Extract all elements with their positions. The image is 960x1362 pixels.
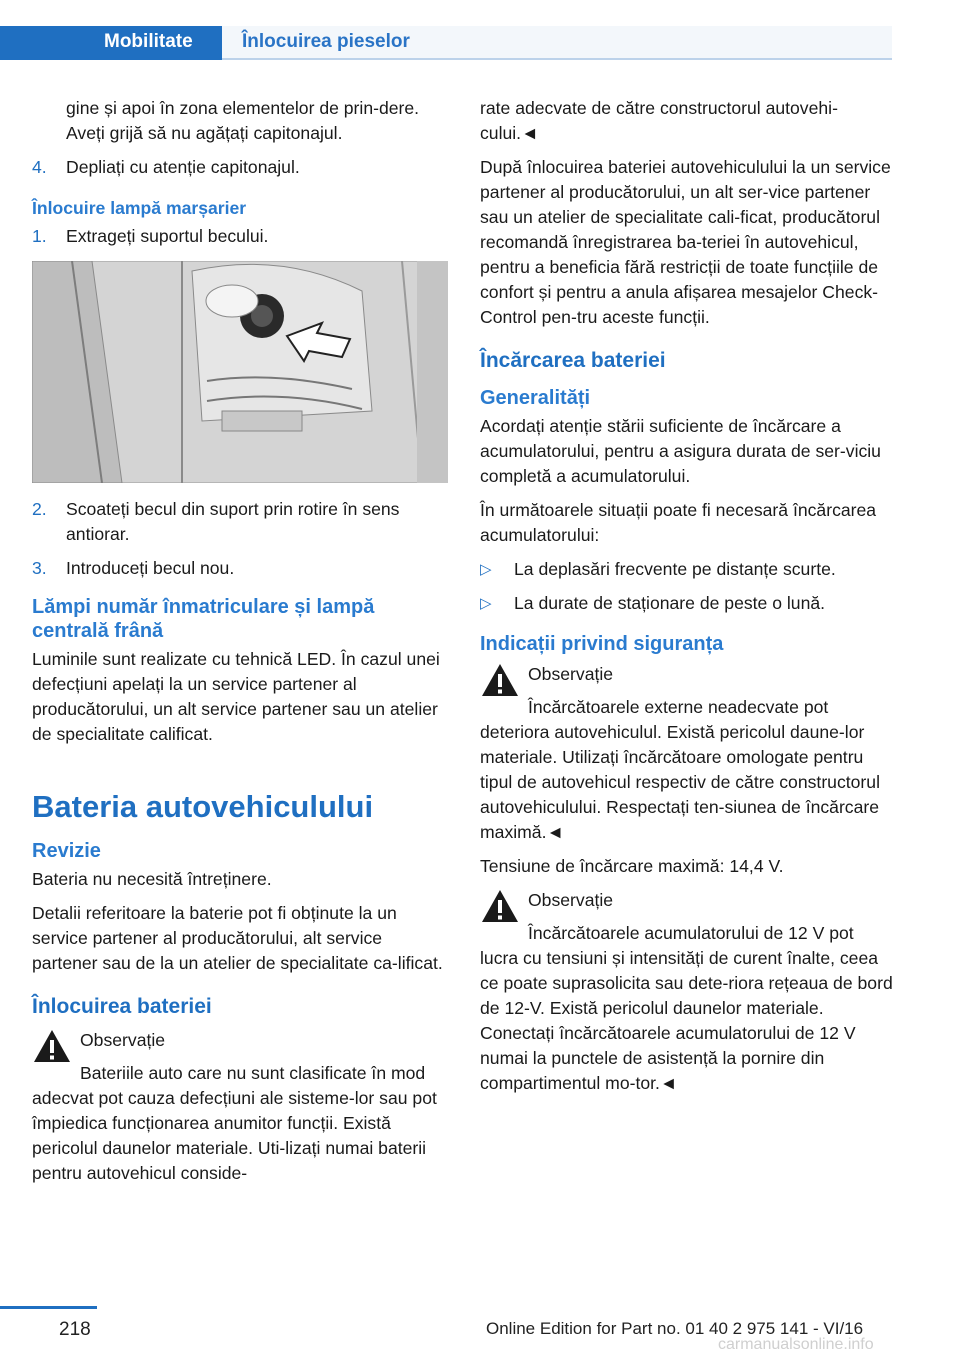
list-item — [480, 557, 896, 582]
max-voltage-paragraph: Tensiune de încărcare maximă: 14,4 V. — [480, 856, 784, 876]
tab-mobilitate[interactable]: Mobilitate — [0, 26, 222, 60]
situations-paragraph: În următoarele situații poate fi necesară încărcarea acumulatorului: — [480, 500, 877, 545]
heading-plate-lamps: Lămpi număr înmatriculare și lampă centrală frână — [32, 596, 375, 642]
step-text: Extrageți suportul becului. — [66, 226, 269, 246]
heading-battery-charging: Încărcarea bateriei — [480, 349, 666, 372]
plate-paragraph: Luminile sunt realizate cu tehnică LED. În cazul unei defecțiuni apelați la un service partener al producătorului, un alt service partener sau un atelier de specialitate calificat. — [32, 649, 440, 744]
edition-text: Online Edition for Part no. 01 40 2 975 141 - VI/16 — [486, 1319, 864, 1338]
bullet-marker: ▷ — [480, 595, 492, 612]
heading-safety: Indicații privind siguranța — [480, 633, 724, 655]
warning-triangle-icon — [32, 1028, 72, 1064]
right-column — [480, 96, 896, 1105]
warning-text: Încărcătoarele externe neadecvate pot deteriora autovehiculul. Există pericolul daune-lor materiale. Utilizați încărcătoare omologate pentru tipul de autovehicul respectiv de către constructorul autovehiculului. Respectați ten-siunea de încărcare maximă.◄ — [480, 697, 880, 842]
intro-paragraph: gine și apoi în zona elementelor de prin-dere. Aveți grijă să nu agățați capitonajul. — [66, 98, 420, 143]
step-item — [32, 497, 448, 547]
warning-block — [32, 1028, 448, 1186]
step-number: 2. — [32, 499, 47, 519]
page-number: 218 — [59, 1319, 91, 1340]
list-item-text: La durate de staționare de peste o lună. — [514, 593, 826, 613]
warning-block — [480, 662, 896, 845]
warning-triangle-icon — [480, 888, 520, 924]
list-item-text: La deplasări frecvente pe distanțe scurte. — [514, 559, 836, 579]
tab-inlocuirea-pieselor[interactable]: Înlocuirea pieselor — [222, 26, 892, 60]
warning-text: Bateriile auto care nu sunt clasificate în mod adecvat pot cauza defecțiuni ale sisteme-lor sau pot împiedica funcționarea anumitor funcții. Există pericolul daunelor materiale. Uti-lizați numai baterii pentru autovehicul conside- — [32, 1063, 437, 1183]
revizie-paragraph-1: Bateria nu necesită întreținere. — [32, 869, 272, 889]
step-item — [32, 556, 448, 581]
heading-reverse-lamp: Înlocuire lampă marșarier — [32, 198, 247, 218]
heading-battery-replacement: Înlocuirea bateriei — [32, 995, 212, 1018]
watermark: carmanualsonline.info — [718, 1336, 874, 1353]
heading-general: Generalități — [480, 387, 591, 409]
step-text: Scoateți becul din suport prin rotire în sens antiorar. — [66, 499, 400, 544]
warning-triangle-icon — [480, 662, 520, 698]
after-replacement-paragraph: După înlocuirea bateriei autovehiculului la un service partener al producătorului, un alt ser-vice partener sau un atelier de specialitate cali-ficat, producătorul recomandă înregistrarea ba-teriei în autovehicul, pentru a beneficia fără restricții de toate funcțiile de confort și pentru a anula afișarea mesajelor Check-Control pen-tru aceste funcții. — [480, 157, 891, 327]
warning-block — [480, 888, 896, 1096]
warning-title: Observație — [528, 890, 614, 910]
step-number: 1. — [32, 226, 47, 246]
warning-text: Încărcătoarele acumulatorului de 12 V pot lucra cu tensiuni și intensități de curent înalte, ceea ce poate suprasolicita sau dete-riora rețeaua de bord de 12-V. Există pericolul daunelor materiale. Conectați încărcătoarele acumulatorului de 12 V numai la punctele de asistență la pornire din compartimentul mo-tor.◄ — [480, 923, 893, 1093]
left-column — [32, 96, 448, 1195]
bulb-holder-photo — [32, 261, 448, 483]
step-text: Introduceți becul nou. — [66, 558, 235, 578]
step-item — [32, 155, 448, 180]
heading-revizie: Revizie — [32, 840, 101, 862]
heading-vehicle-battery: Bateria autovehiculului — [32, 789, 374, 824]
step-item — [32, 224, 448, 249]
footer-rule — [0, 1306, 97, 1309]
step-number: 4. — [32, 157, 47, 177]
continued-paragraph: rate adecvate de către constructorul autovehi-cului.◄ — [480, 98, 838, 143]
revizie-paragraph-2: Detalii referitoare la baterie pot fi obținute la un service partener al producătorului, alt service partener sau de la un atelier de specialitate ca-lificat. — [32, 903, 443, 973]
general-paragraph: Acordați atenție stării suficiente de încărcare a acumulatorului, pentru a asigura durata de ser-viciu completă a acumulatorului. — [480, 416, 881, 486]
list-item — [480, 591, 896, 616]
bullet-marker: ▷ — [480, 561, 492, 578]
page-header — [0, 0, 960, 64]
warning-title: Observație — [80, 1030, 166, 1050]
warning-title: Observație — [528, 664, 614, 684]
step-number: 3. — [32, 558, 47, 578]
step-text: Depliați cu atenție capitonajul. — [66, 157, 300, 177]
